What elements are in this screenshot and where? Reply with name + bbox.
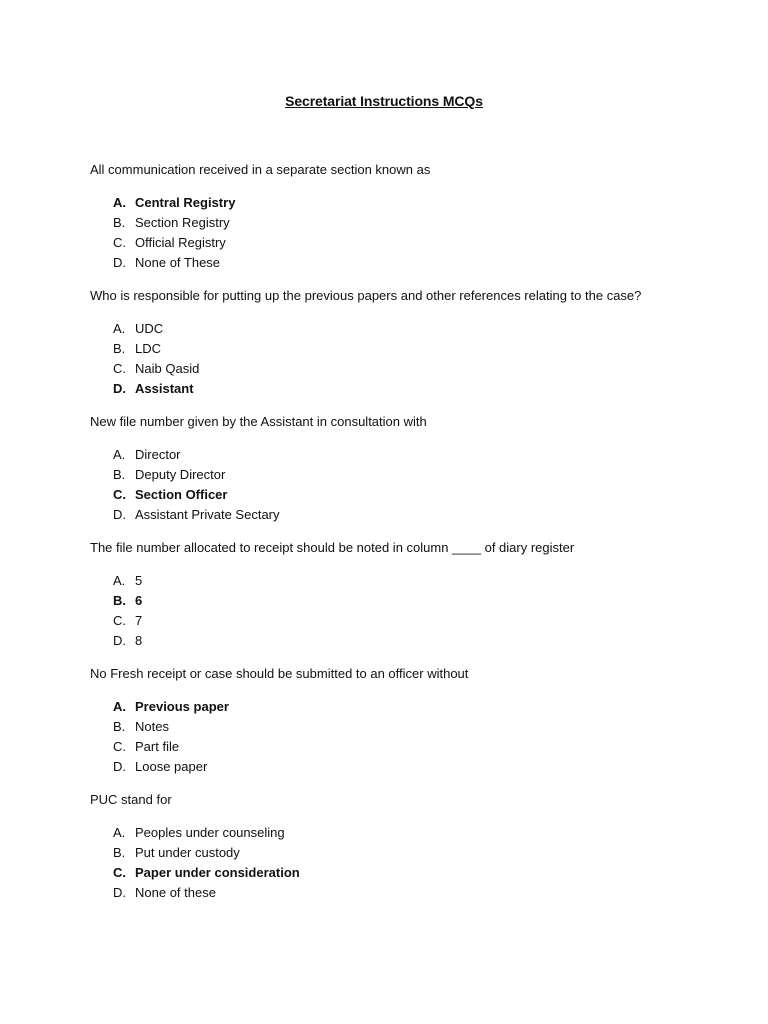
option-item — [90, 359, 710, 379]
question-block — [90, 538, 710, 651]
option-text: 6 — [135, 593, 143, 608]
option-item — [90, 757, 710, 777]
option-letter: A. — [113, 825, 126, 840]
option-text: Naib Qasid — [135, 361, 200, 376]
option-letter: D. — [113, 633, 126, 648]
option-list — [90, 319, 710, 399]
question-list — [90, 160, 710, 916]
correct-option — [90, 591, 710, 611]
option-letter: C. — [113, 613, 126, 628]
option-text: Notes — [135, 719, 169, 734]
correct-option — [90, 485, 710, 505]
option-list — [90, 193, 710, 273]
option-letter: C. — [113, 235, 126, 250]
option-text: 7 — [135, 613, 143, 628]
option-text: Director — [135, 447, 181, 462]
option-letter: A. — [113, 447, 126, 462]
option-text: 8 — [135, 633, 143, 648]
option-letter: C. — [113, 361, 126, 376]
question-text: No Fresh receipt or case should be submitted to an officer without — [90, 666, 469, 681]
correct-option — [90, 697, 710, 717]
option-text: Section Registry — [135, 215, 230, 230]
option-item — [90, 505, 710, 525]
option-item — [90, 631, 710, 651]
question-block — [90, 160, 710, 273]
option-letter: D. — [113, 381, 126, 396]
option-letter: B. — [113, 719, 126, 734]
option-text: Official Registry — [135, 235, 226, 250]
option-list — [90, 697, 710, 777]
correct-option — [90, 379, 710, 399]
option-letter: D. — [113, 255, 126, 270]
option-letter: A. — [113, 321, 126, 336]
option-item — [90, 465, 710, 485]
question-text: Who is responsible for putting up the previous papers and other references relating to the case? — [90, 288, 642, 303]
option-text: UDC — [135, 321, 164, 336]
correct-option — [90, 863, 710, 883]
option-item — [90, 253, 710, 273]
option-item — [90, 717, 710, 737]
option-list — [90, 823, 710, 903]
option-text: Put under custody — [135, 845, 240, 860]
option-text: Part file — [135, 739, 180, 754]
option-text: 5 — [135, 573, 143, 588]
question-text: The file number allocated to receipt should be noted in column ____ of diary register — [90, 540, 575, 555]
option-item — [90, 737, 710, 757]
question-text: All communication received in a separate section known as — [90, 162, 431, 177]
option-list — [90, 445, 710, 525]
option-item — [90, 571, 710, 591]
option-letter: D. — [113, 885, 126, 900]
page-title: Secretariat Instructions MCQs — [285, 93, 483, 109]
option-letter: C. — [113, 865, 126, 880]
option-letter: B. — [113, 467, 126, 482]
option-item — [90, 611, 710, 631]
option-item — [90, 319, 710, 339]
option-text: Deputy Director — [135, 467, 226, 482]
option-item — [90, 823, 710, 843]
option-text: Peoples under counseling — [135, 825, 285, 840]
question-block — [90, 412, 710, 525]
option-text: Loose paper — [135, 759, 208, 774]
option-letter: B. — [113, 215, 126, 230]
option-letter: C. — [113, 487, 126, 502]
option-list — [90, 571, 710, 651]
option-letter: B. — [113, 593, 126, 608]
option-item — [90, 213, 710, 233]
question-text: PUC stand for — [90, 792, 172, 807]
option-text: Paper under consideration — [135, 865, 300, 880]
option-letter: C. — [113, 739, 126, 754]
question-text: New file number given by the Assistant in consultation with — [90, 414, 427, 429]
option-text: Central Registry — [135, 195, 236, 210]
option-item — [90, 233, 710, 253]
option-text: None of these — [135, 885, 216, 900]
option-letter: B. — [113, 341, 126, 356]
option-item — [90, 339, 710, 359]
option-item — [90, 843, 710, 863]
option-text: Section Officer — [135, 487, 228, 502]
option-letter: B. — [113, 845, 126, 860]
option-letter: A. — [113, 573, 126, 588]
option-text: None of These — [135, 255, 221, 270]
option-text: Assistant — [135, 381, 194, 396]
option-letter: D. — [113, 759, 126, 774]
question-block — [90, 664, 710, 777]
option-letter: A. — [113, 699, 126, 714]
option-text: Previous paper — [135, 699, 229, 714]
correct-option — [90, 193, 710, 213]
option-text: Assistant Private Sectary — [135, 507, 280, 522]
option-item — [90, 445, 710, 465]
option-letter: A. — [113, 195, 126, 210]
question-block — [90, 790, 710, 903]
question-block — [90, 286, 710, 399]
option-letter: D. — [113, 507, 126, 522]
option-item — [90, 883, 710, 903]
option-text: LDC — [135, 341, 162, 356]
